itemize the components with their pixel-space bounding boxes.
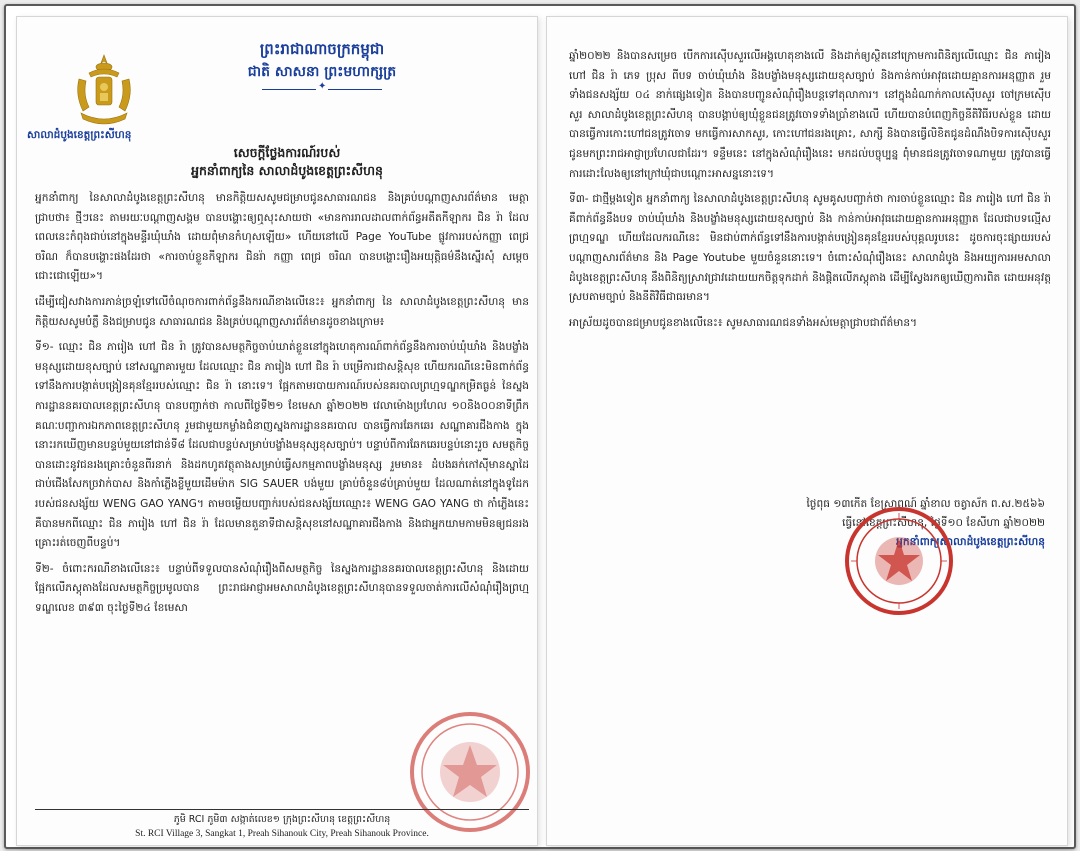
statement-title (137, 144, 437, 180)
page-footer (35, 813, 529, 841)
paragraph-point-2-start: ទី២- ចំពោះករណីខាងលើនេះ៖ បន្ទាប់ពីទទួលបានសំណុំរឿងពីសមត្ថកិច្ច នៃស្នងការដ្ឋាននគរបាលខេត្តព្រះសីហនុ និងដោយផ្អែកលើភស្តុតាងដែលសមត្ថកិច្ចប្រមូលបាន ព្រះរាជអាជ្ញាអមសាលាដំបូងខេត្តព្រះសីហនុបានទទួលចាត់ការលើសំណុំរឿងព្រហ្មទណ្ឌលេខ ៣៩៣ ចុះថ្ងៃទី២៤ ខែមេសា (35, 562, 529, 614)
footer-address-english: St. RCI Village 3, Sangkat 1, Preah Sihanouk City, Preah Sihanouk Province. (135, 829, 429, 839)
issuing-court-name: សាលាដំបូងខេត្តព្រះសីហនុ (27, 129, 132, 141)
paragraph-intro: អ្នកនាំពាក្យ នៃសាលាដំបូងខេត្តព្រះសីហនុ មានកិត្តិយសសូមជម្រាបជូនសាធារណជន និងគ្រប់បណ្ដាញសារព័ត៌មាន មេត្តាជ្រាបថា៖ ថ្មីៗនេះ តាមរយៈបណ្ដាញសង្គម បានបង្ហោះឲ្យឮសុះសាយថា «មានការរាលដាលពាក់ព័ន្ធអតីតកីឡាករ ជិន រ៉ា ដែលពេលនេះកំពុងជាប់នៅក្នុងមន្ទីរឃុំឃាំង ដោយពុំមានកំហុសឡើយ» ហើយនៅលើ Page YouTube ផ្លូវការរបស់កញ្ញា ពេជ្រ ចរិណ ក៏បានបង្ហោះផងដែរថា «ការចាប់ខ្លួនកីឡាករ ជិនរ៉ា កញ្ញា ពេជ្រ ចរិណ បានបង្ហោះរឿងអយុត្តិធម៌នឹងស្នើរសុំ សម្ដេច ជោះជោឡើយ»។ (35, 192, 529, 283)
paragraph-point-2-continued: ឆ្នាំ២០២២ និងបានសម្រេច បើកការស៊ើបសួរលើអង្គហេតុខាងលើ និងដាក់ឲ្យស្ថិតនៅក្រោមការពិនិត្យលើឈ្មោះ ជិន ភារៀង ហៅ ជិន រ៉ា ភេទ ប្រុស ពីបទ ចាប់ឃុំឃាំង និងបង្ខាំងមនុស្សដោយខុសច្បាប់ និងកាន់កាប់អាវុធដោយគ្មានការអនុញ្ញាត រួមទាំងជនសង្ស័យ ០៤ នាក់ផ្សេងទៀត និងបានបញ្ជូនសំណុំរឿងបន្តទៅតុលាការ។ នៅក្នុងដំណាក់កាលស៊ើបសួរ ចៅក្រមស៊ើបសួរ សាលាដំបូងខេត្តព្រះសីហនុ បានបង្គាប់ឲ្យឃុំខ្លួនជនត្រូវចោទទាំងប្រាំខាងលើ ហើយបានបំពេញកិច្ចនីតិវិធីរបស់ខ្លួន ដោយបានធ្វើការកោះហៅជនត្រូវចោទ មកធ្វើការសាកសួរ, កោះហៅជនរងគ្រោះ, សាក្សី និងបានធ្វើលិខិតជូនដំណឹងបិទការស៊ើបសួរ ជូនមកព្រះរាជអាជ្ញាប្រហែលជាដែរ។ ទន្ទឹមនេះ នៅក្នុងសំណុំរឿងនេះ មកដល់បច្ចុប្បន្ន ពុំមានជនត្រូវចោទណាមួយ ត្រូវបានធ្វើការដោះលែងឲ្យនៅក្រៅឃុំជាបណ្ដោះអាសន្ននោះទេ។ (569, 50, 1051, 180)
national-motto: ជាតិ សាសនា ព្រះមហាក្សត្រ (247, 64, 397, 80)
paragraph-point-1: ទី១- ឈ្មោះ ជិន ភារៀង ហៅ ជិន រ៉ា ត្រូវបានសមត្ថកិច្ចចាប់ឃាត់ខ្លួននៅក្នុងហេតុការណ៍ពាក់ព័ន្ធនឹងការចាប់ឃុំឃាំង និងបង្ខាំងមនុស្សដោយខុសច្បាប់ នៅសណ្ឋាគារមួយ ដែលឈ្មោះ ជិន ភារៀង ហៅ ជិន រ៉ា បម្រើការជាសន្តិសុខ ហើយករណីនេះមិនពាក់ព័ន្ធទៅនឹងការបង្កាត់បង្រៀនគុនខ្មែររបស់ឈ្មោះ ជិន រ៉ា នោះទេ។ ផ្អែកតាមរបាយការណ៍របស់នគរបាលព្រហ្មទណ្ឌកម្រិតធ្ងន់ នៃស្នងការដ្ឋាននគរបាលខេត្តព្រះសីហនុ បានបញ្ជាក់ថា កាលពីថ្ងៃទី២១ ខែមេសា ឆ្នាំ២០២២ វេលាម៉ោងប្រហែល ១០និង០០នាទីព្រឹក គណៈបញ្ជាការឯកភាពខេត្តព្រះសីហនុ រួមជាមួយកម្លាំងជំនាញស្នងការដ្ឋាននគរបាល បានធ្វើការឆែកឆេរ សណ្ឋាគារជីងកាង ក្នុងនោះរកឃើញមានបន្ទប់មួយនៅជាន់ទី៨ ដែលជាបន្ទប់សម្រាប់បង្ខាំងមនុស្សខុសច្បាប់។ បន្ទាប់ពីការឆែកឆេរបន្ទប់នោះរួច សមត្ថកិច្ចបានដោះនូវជនរងគ្រោះចំនួនពីរនាក់ និងដកហូតវត្ថុតាងសម្រាប់ធ្វើសកម្មភាពបង្ខាំងមនុស្ស រួមមាន៖ ដំបងឆក់កៅស៊ីមានស្នាដៃជាប់ជើងសែកច្រវាក់បាស និងកាំភ្លើងខ្លីមួយដើមម៉ាក SIG SAUER បង់មួយ គ្រាប់ចំនួន៨ប់គ្រាប់មួយ ដែលណាត់នៅក្នុងទូដែករបស់ជនសង្ស័យ WENG GAO YANG។ តាមចម្លើយបញ្ជាក់របស់ជនសង្ស័យឈ្មោះ៖ WENG GAO YANG ថា កាំភ្លើងនេះ គឺបានមកពីឈ្មោះ ជិន ភារៀង ហៅ ជិន រ៉ា ដែលមានតួនាទីជាសន្តិសុខនៅសណ្ឋាគារជីងកាង និងជាអ្នកយាមកាមមិនឲ្យជនរងគ្រោះរត់ចេញពីបន្ទប់។ (35, 341, 529, 550)
document-frame (4, 4, 1076, 849)
paragraph-closing: អាស្រ័យដូចបានជម្រាបជូនខាងលើនេះ៖ សូមសាធារណជនទាំងអស់មេត្តាជ្រាបជាព័ត៌មាន។ (569, 316, 918, 329)
footer-address-khmer: ភូមិ RCI ភូមិ៣ សង្កាត់លេខ១ ក្រុងព្រះសីហនុ ខេត្តព្រះសីហនុ (173, 814, 391, 825)
signer-title: អ្នកនាំពាក្យសាលាដំបូងខេត្តព្រះសីហនុ (896, 536, 1045, 548)
kingdom-heading: ព្រះរាជាណាចក្រកម្ពុជា (259, 40, 385, 58)
document-page-1 (16, 16, 538, 846)
statement-body-right (569, 47, 1051, 339)
paragraph-clarification: ដើម្បីជៀសវាងការភាន់ច្រឡំទៅលើចំណុចការពាក់ព័ន្ធនឹងករណីខាងលើនេះ៖ អ្នកនាំពាក្យ នៃ សាលាដំបូងខេត្តព្រះសីហនុ មានកិត្តិយសសូមបំភ្លឺ និងជម្រាបជូន សាធារណជន និងគ្រប់បណ្ដាញសារព័ត៌មានដូចខាងក្រោម៖ (35, 295, 529, 328)
footer-divider (35, 809, 529, 810)
date-solar: ធ្វើនៅខេត្តព្រះសីហនុ, ថ្ងៃទី១០ ខែសីហា ឆ្នាំ២០២២ (842, 517, 1045, 529)
motto-divider (262, 87, 382, 93)
page-header (182, 37, 462, 93)
statement-title-line-2: អ្នកនាំពាក្យនៃ សាលាដំបូងខេត្តព្រះសីហនុ (191, 163, 383, 178)
royal-arms-emblem-icon (69, 51, 139, 129)
statement-body-left (35, 189, 529, 624)
statement-title-line-1: សេចក្ដីថ្លែងការណ៍របស់ (233, 145, 341, 160)
official-red-seal-icon (843, 505, 955, 617)
paragraph-point-3: ទី៣- ជាថ្មីម្ដងទៀត អ្នកនាំពាក្យ នៃសាលាដំបូងខេត្តព្រះសីហនុ សូមគូសបញ្ជាក់ថា ការចាប់ខ្លួនឈ្មោះ ជិន ភារៀង ហៅ ជិន រ៉ា គឺពាក់ព័ន្ធនឹងបទ ចាប់ឃុំឃាំង និងបង្ខាំងមនុស្សដោយខុសច្បាប់ និង កាន់កាប់អាវុធដោយគ្មានការអនុញ្ញាត ដែលជាបទល្មើសព្រហ្មទណ្ឌ ហើយដែលករណីនេះ មិនជាប់ពាក់ព័ន្ធទៅនឹងការបង្កាត់បង្រៀនគុនខ្មែររបស់បុគ្គលរូបនេះ ដូចការចុះផ្សាយរបស់បណ្ដាញសារព័ត៌មាន និង Page Youtube មួយចំនួននោះទេ។ ចំពោះសំណុំរឿងនេះ សាលាដំបូង និងអយ្យការអមសាលាដំបូងខេត្តព្រះសីហនុ នឹងពិនិត្យស្រាវជ្រាវដោយយកចិត្តទុកដាក់ និងផ្ដិតលើភស្តុតាង ដើម្បីស្វែងរកឲ្យឃើញការពិត ដោយអនុវត្តស្របតាមច្បាប់ និងនីតិវិធីជាធរមាន។ (569, 193, 1051, 304)
document-page-2 (546, 16, 1068, 846)
date-lunar: ថ្ងៃពុធ ១៣កើត ខែស្រាពណ៍ ឆ្នាំខាល ចត្វាស័ក ព.ស.២៥៦៦ (806, 498, 1045, 510)
